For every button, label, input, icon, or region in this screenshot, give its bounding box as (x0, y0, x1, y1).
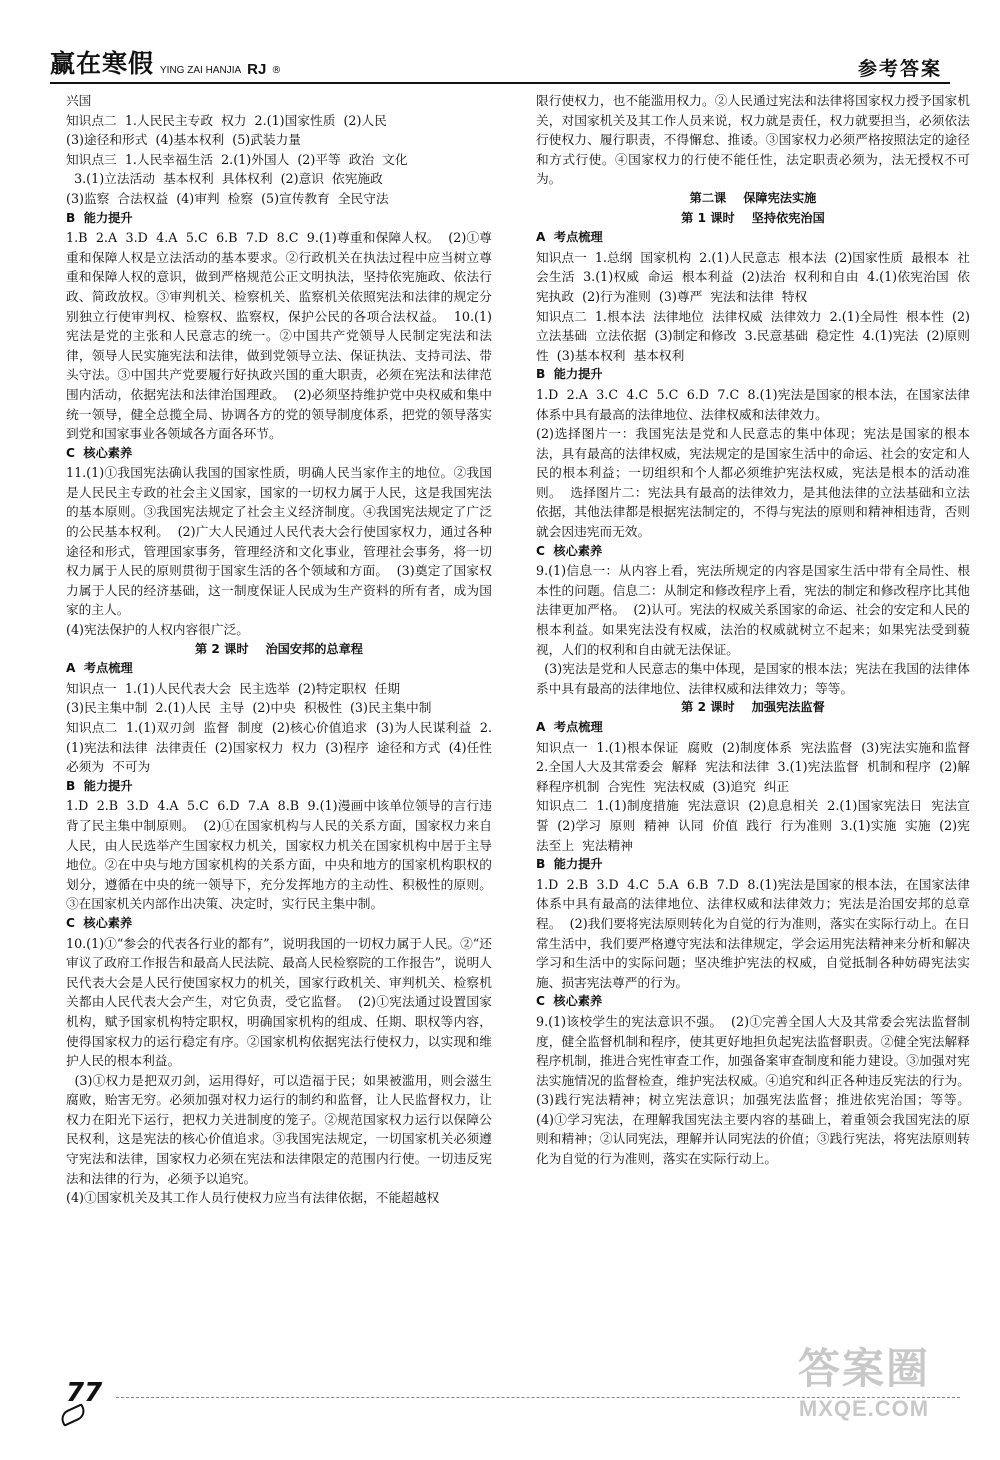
answer-paragraph: 11.(1)①我国宪法确认我国的国家性质，明确人民当家作主的地位。②我国是人民民主专政的社会主义国家，国家的一切权力属于人民，这是我国宪法的基本原则。③我国宪法规定了社会主义经济制度。④我国宪法规定了广泛的公民基本权利。 (2)广大人民通过人民代表大会行使国家权力，通过各种途径和形式，管理国家事务，管理经济和文化事业，管理社会事务，将一切权力属于人民的原则贯彻于国家生活的各个领域和方面。 (3)奠定了国家权力属于人民的经济基础，这一制度保证人民成为生产资料的所有者，成为国家的主人。 (4)宪法保护的人权内容很广泛。 (66, 465, 492, 638)
answer-paragraph: 知识点二 1.(1)制度措施 宪法意识 (2)息息相关 2.(1)国家宪法日 宪法宣誓 (2)学习 原则 精神 认同 价值 践行 行为准则 3.(1)实施 实施 (2)宪法至上 宪法精神 (536, 798, 970, 853)
section-heading: B 能力提升 (536, 857, 603, 872)
lesson-heading: 第 2 课时 治国安邦的总章程 (194, 641, 363, 656)
answer-paragraph: 9.(1)该校学生的宪法意识不强。 (2)①完善全国人大及其常委会宪法监督制度，健全监督机制和程序，使其更好地担负起宪法监督职责。②健全宪法解释程序机制，推进合宪性审查工作，加强备案审查制度和能力建设。③加强对宪法实施情况的监督检查，维护宪法权威。④追究和纠正各种违反宪法的行为。 (3)践行宪法精神；树立宪法意识；加强宪法监督；推进依宪治国；等等。 (4)①学习宪法，在理解我国宪法主要内容的基础上，着重领会我国宪法的原则和精神；②认同宪法，理解并认同宪法的价值；③践行宪法，将宪法原则转化为自觉的行为准则，落实在实际行动上。 (536, 1013, 979, 1167)
answer-paragraph: 9.(1)信息一：从内容上看，宪法所规定的内容是国家生活中带有全局性、根本性的问题。信息二：从制定和修改程序上看，宪法的制定和修改程序比其他法律更加严格。 (2)认可。宪法的权威关系国家的命运、社会的安定和人民的根本利益。如果宪法没有权威，法治的权威就树立不起来；如果宪法受到藐视，人们的权利和自由就无法保证。 (3)宪法是党和人民意志的集中体现，是国家的根本法；宪法在我国的法律体系中具有最高的法律地位、法律权威和法律效力；等等。 (536, 563, 970, 696)
registered-mark-icon: ® (271, 65, 282, 76)
answer-paragraph: 1.D 2.B 3.D 4.A 5.C 6.D 7.A 8.B 9.(1)漫画中该单位领导的言行违背了民主集中制原则。 (2)①在国家机构与人民的关系方面，国家权力来自人民，由人民选举产生国家权力机关，国家权力机关在国家机构中居于主导地位。②在中央与地方国家机构的关系方面，中央和地方的国家机构职权的划分，遵循在中央的统一领导下，充分发挥地方的主动性、积极性的原则。③在国家机关内部作出决策、决定时，实行民主集中制。 (66, 798, 492, 912)
answer-paragraph: 10.(1)①“参会的代表各行业的都有”，说明我国的一切权力属于人民。②“还审议了政府工作报告和最高人民法院、最高人民检察院的工作报告”，说明人民代表大会是人民行使国家权力的机关，国家行政机关、审判机关、检察机关都由人民代表大会产生，对它负责，受它监督。 (2)①宪法通过设置国家机构，赋予国家机构特定职权，明确国家机构的组成、任期、职权等内容，使得国家权力的运行稳定有序。②国家机构依据宪法行使权力，以实现和维护人民的根本利益。 (3)①权力是把双刃剑，运用得好，可以造福于民；如果被滥用，则会滋生腐败，贻害无穷。必须加强对权力运行的制约和监督，让人民监督权力，让权力在阳光下运行，把权力关进制度的笼子。②规范国家权力运行以保障公民权利，这是宪法的核心价值追求。③我国宪法规定，一切国家机关必须遵守宪法和法律，国家权力必须在宪法和法律限定的范围内行使。一切违反宪法和法律的行为，必须予以追究。 (4)①国家机关及其工作人员行使权力应当有法律依据，不能超越权 (66, 935, 492, 1206)
lesson-heading: 第 1 课时 坚持依宪治国 (681, 210, 825, 225)
page-header (50, 44, 950, 84)
section-heading: C 核心素养 (66, 445, 133, 460)
lesson-heading: 第 2 课时 加强宪法监督 (681, 700, 825, 715)
lesson-heading: 第二课 保障宪法实施 (689, 190, 817, 205)
page-number: 77 (66, 1378, 103, 1408)
section-heading: B 能力提升 (536, 367, 603, 382)
right-column (536, 91, 979, 1169)
section-heading: B 能力提升 (66, 778, 133, 793)
answer-paragraph: 知识点一 1.(1)根本保证 腐败 (2)制度体系 宪法监督 (3)宪法实施和监督 2.全国人大及其常委会 解释 宪法和法律 3.(1)宪法监督 机制和程序 (2)解释程序机制 合宪性 宪法权威 (3)追究 纠正 (536, 739, 979, 794)
section-heading: C 核心素养 (536, 543, 603, 558)
answer-paragraph: 知识点一 1.(1)人民代表大会 民主选举 (2)特定职权 任期 (3)民主集中制 2.(1)人民 主导 (2)中央 积极性 (3)民主集中制 (66, 680, 432, 716)
watermark-url: MXQE.COM (798, 1396, 930, 1421)
section-heading: B 能力提升 (66, 210, 133, 225)
section-heading: C 核心素养 (66, 915, 133, 930)
section-heading: A 考点梳理 (66, 661, 133, 676)
answer-paragraph: 知识点一 1.总纲 国家机构 2.(1)人民意志 根本法 (2)国家性质 最根本 社会生活 3.(1)权威 命运 根本利益 (2)法治 权利和自由 4.(1)依宪治国 依宪执政 (2)行为准则 (3)尊严 宪法和法律 特权 (536, 249, 970, 304)
section-heading: A 考点梳理 (536, 230, 603, 245)
watermark (798, 1336, 930, 1422)
answer-paragraph: 1.B 2.A 3.D 4.A 5.C 6.B 7.D 8.C 9.(1)尊重和保障人权。 (2)①尊重和保障人权是立法活动的基本要求。②行政机关在执法过程中应当树立尊重和保障人权的意识，做到严格规范公正文明执法，坚持依宪施政、依法行政、简政放权。③审判机关、检察机关、监察机关依照宪法和法律的规定分别独立行使审判权、检察权、监察权，保护公民的各项合法权益。 10.(1)宪法是党的主张和人民意志的统一。②中国共产党领导人民制定宪法和法律，领导人民实施宪法和法律，做到党领导立法、保证执法、支持司法、带头守法。③中国共产党要履行好执政兴国的重大职责，必须在宪法和法律范围内活动，依据宪法和法律治国理政。 (2)必须坚持维护党中央权威和集中统一领导，健全总揽全局、协调各方的党的领导制度体系，把党的领导落实到党和国家事业各领域各方面各环节。 (66, 230, 492, 442)
logo-edition: RJ (247, 61, 267, 78)
logo-pinyin: YING ZAI HANJIA (160, 65, 242, 76)
answer-paragraph: 知识点二 1.人民民主专政 权力 2.(1)国家性质 (2)人民 (3)途径和形式 (4)基本权利 (5)武装力量 (66, 112, 387, 148)
answer-paragraph: 限行使权力，也不能滥用权力。②人民通过宪法和法律将国家权力授予国家机关，对国家机关及其工作人员来说，权力就是责任，权力就要担当，必须依法行使权力、履行职责，不得懈怠、推诿。③国家权力必须严格按照法定的途径和方式行使。④国家权力的行使不能任性，法定职责必须为，法无授权不可为。 (536, 93, 970, 187)
pen-icon (58, 1403, 87, 1427)
header-divider (50, 82, 950, 84)
answer-paragraph: 知识点三 1.人民幸福生活 2.(1)外国人 (2)平等 政治 文化 3.(1)立法活动 基本权利 具体权利 (2)意识 依宪施政 (3)监察 合法权益 (4)审判 检察 (5)宣传教育 全民守法 (66, 151, 408, 206)
answer-paragraph: 兴国 (66, 93, 92, 108)
answer-paragraph: 知识点二 1.(1)双刃剑 监督 制度 (2)核心价值追求 (3)为人民谋利益 2.(1)宪法和法律 法律责任 (2)国家权力 权力 (3)程序 途径和方式 (4)任性 必须为 不可为 (66, 720, 501, 775)
answer-paragraph: 1.D 2.A 3.C 4.C 5.C 6.D 7.C 8.(1)宪法是国家的根本法，在国家法律体系中具有最高的法律地位、法律权威和法律效力。 (2)选择图片一：我国宪法是党和人民意志的集中体现；宪法是国家的根本法，具有最高的法律权威，宪法规定的是国家生活中的命运、社会的安定和人民的根本利益；一切组织和个人都必须维护宪法权威，宪法是根本的活动准则。 选择图片二：宪法具有最高的法律效力，是其他法律的立法基础和立法依据，其他法律都是根据宪法制定的，不得与宪法的原则和精神相违背，否则就会因违宪而无效。 (536, 386, 970, 540)
left-column (66, 91, 501, 1208)
watermark-logo: 答案圈 (797, 1344, 930, 1393)
section-heading: A 考点梳理 (536, 720, 603, 734)
page-footer (60, 1344, 960, 1438)
brand-logo (50, 49, 282, 80)
answer-paragraph: 知识点二 1.根本法 法律地位 法律权威 法律效力 2.(1)全局性 根本性 (2)立法基础 立法依据 (3)制定和修改 3.民意基础 稳定性 4.(1)宪法 (2)原则性 (3)基本权利 基本权利 (536, 308, 970, 363)
logo-chinese-title: 赢在寒假 (50, 49, 155, 78)
page-title: 参考答案 (857, 58, 942, 80)
section-heading: C 核心素养 (536, 994, 603, 1009)
answer-paragraph: 1.D 2.B 3.D 4.C 5.A 6.B 7.D 8.(1)宪法是国家的根本法，在国家法律体系中具有最高的法律地位、法律权威和法律效力；宪法是治国安邦的总章程。 (2)我们要将宪法原则转化为自觉的行为准则，落实在实际行动上。在日常生活中，我们要严格遵守宪法和法律规定，学会运用宪法精神来分析和解决学习和生活中的实际问题；坚决维护宪法的权威，自觉抵制各种妨碍宪法实施、损害宪法尊严的行为。 (536, 876, 970, 990)
